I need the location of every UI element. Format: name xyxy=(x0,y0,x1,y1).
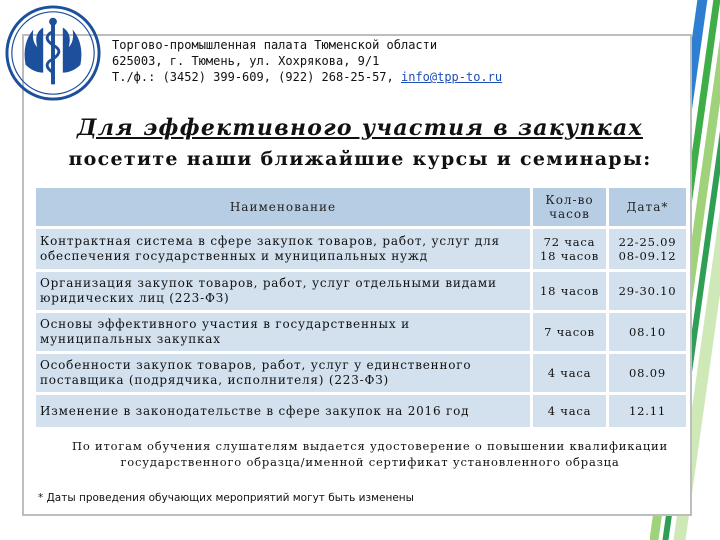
page-title: Для эффективного участия в закупках xyxy=(77,115,643,141)
page-subtitle: посетите наши ближайшие курсы и семинары: xyxy=(68,148,652,170)
course-name: Организация закупок товаров, работ, услуг отдельными видами юридических лиц (223-ФЗ) xyxy=(36,272,530,310)
course-date: 12.11 xyxy=(606,395,686,427)
course-hours: 4 часа xyxy=(530,354,606,392)
course-date: 29-30.10 xyxy=(606,272,686,310)
table-header-row xyxy=(36,188,686,226)
course-hours: 4 часа xyxy=(530,395,606,427)
contact-block xyxy=(112,37,502,85)
course-date: 08.09 xyxy=(606,354,686,392)
course-date: 22-25.09 08-09.12 xyxy=(606,229,686,269)
course-name: Особенности закупок товаров, работ, услуг у единственного поставщика (подрядчика, исполнителя) (223-ФЗ) xyxy=(36,354,530,392)
column-header-name: Наименование xyxy=(36,188,530,226)
course-date: 08.10 xyxy=(606,313,686,351)
course-name: Изменение в законодательстве в сфере закупок на 2016 год xyxy=(36,395,530,427)
table-row xyxy=(36,313,686,351)
chamber-logo-icon xyxy=(4,4,102,102)
courses-table xyxy=(36,185,686,430)
footnote: * Даты проведения обучающих мероприятий могут быть изменены xyxy=(38,492,414,504)
address: 625003, г. Тюмень, ул. Хохрякова, 9/1 xyxy=(112,54,380,68)
course-hours: 7 часов xyxy=(530,313,606,351)
course-hours: 72 часа 18 часов xyxy=(530,229,606,269)
phone-line xyxy=(112,69,502,85)
table-row xyxy=(36,395,686,427)
certificate-note: По итогам обучения слушателям выдается удостоверение о повышении квалификации государственного образца/именной сертификат установленного образца xyxy=(72,439,668,469)
phones: Т./ф.: (3452) 399-609, (922) 268-25-57, xyxy=(112,70,401,84)
table-row xyxy=(36,272,686,310)
org-name: Торгово-промышленная палата Тюменской области xyxy=(112,38,438,52)
column-header-date: Дата* xyxy=(606,188,686,226)
column-header-hours: Кол-во часов xyxy=(530,188,606,226)
table-row xyxy=(36,354,686,392)
course-hours: 18 часов xyxy=(530,272,606,310)
course-name: Контрактная система в сфере закупок товаров, работ, услуг для обеспечения государственных и муниципальных нужд xyxy=(36,229,530,269)
course-name: Основы эффективного участия в государственных и муниципальных закупках xyxy=(36,313,530,351)
email-link[interactable]: info@tpp-to.ru xyxy=(400,70,503,84)
table-row xyxy=(36,229,686,269)
